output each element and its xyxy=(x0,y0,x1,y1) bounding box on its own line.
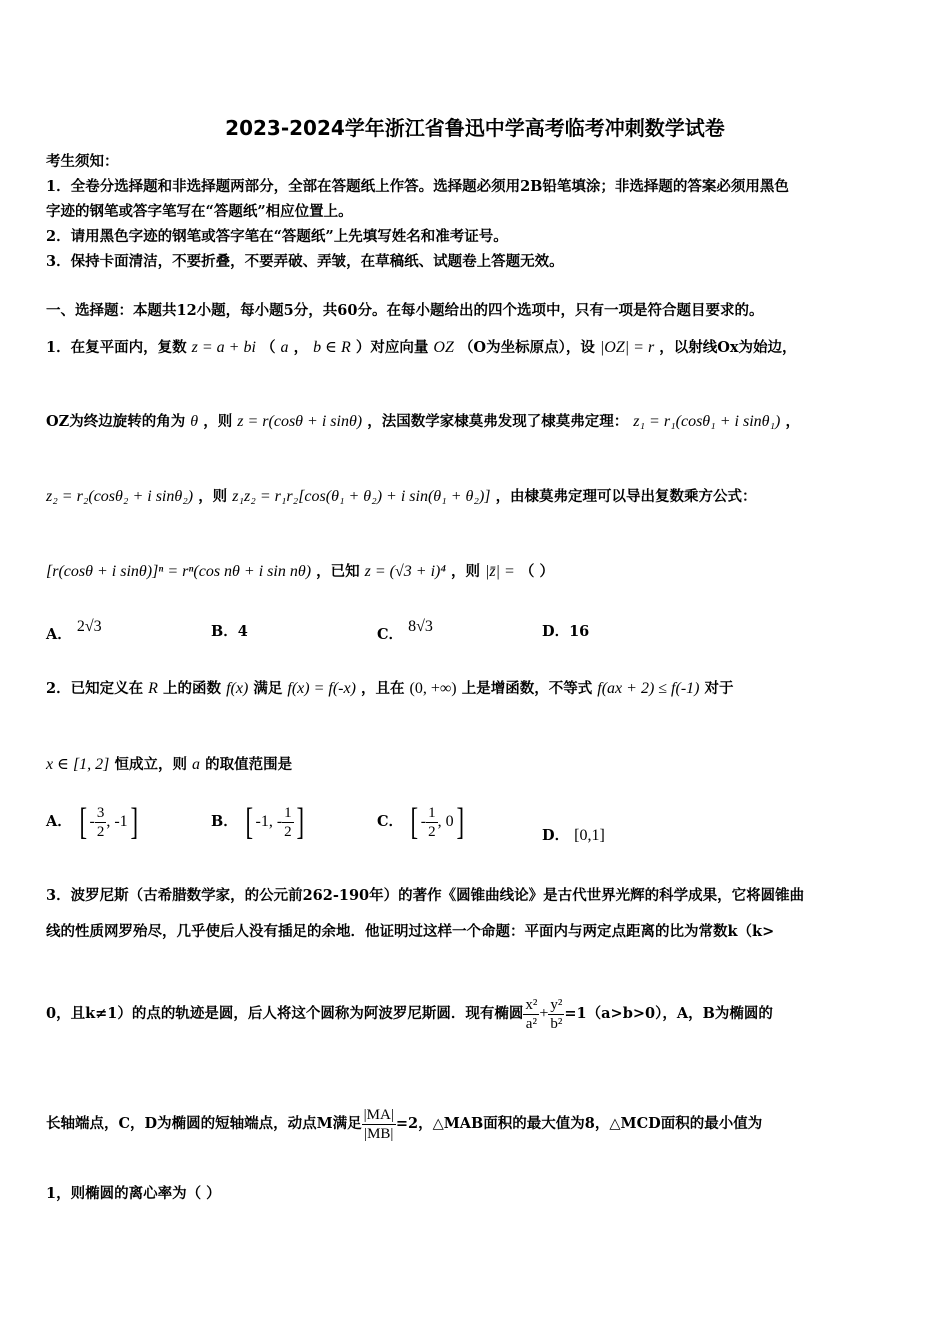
q2-text: 的取值范围是 xyxy=(205,756,293,773)
numerator: 1 xyxy=(428,804,436,821)
question-3-line-5: 1，则椭圆的离心率为（ ） xyxy=(46,1185,221,1202)
q1-text: ）对应向量 xyxy=(355,339,429,356)
option-value: 2√3 xyxy=(76,618,102,635)
q2-option-b[interactable] xyxy=(211,802,306,842)
q1-math: z = a + bi xyxy=(191,339,256,356)
q3-text: 0，且k≠1）的点的轨迹是圆，后人将这个圆称为阿波罗尼斯圆．现有椭圆 xyxy=(46,1005,524,1022)
question-2-line-1 xyxy=(46,679,910,699)
option-label: C． xyxy=(377,813,404,830)
q2-text: 恒成立，则 xyxy=(114,756,187,773)
fraction-y2-b2 xyxy=(548,996,564,1033)
q1-math: z = r(cosθ + i sinθ) xyxy=(237,413,363,430)
option-label: C． xyxy=(377,626,404,643)
q1-text: （ ） xyxy=(519,563,554,580)
option-part: - xyxy=(420,813,427,830)
q1-math: |OZ| = r xyxy=(599,339,655,356)
question-3-line-1: 3．波罗尼斯（古希腊数学家，的公元前262-190年）的著作《圆锥曲线论》是古代世界光辉的科学成果，它将圆锥曲 xyxy=(46,887,805,904)
q1-math: [r(cosθ + i sinθ)]ⁿ = rⁿ(cos nθ + i sin nθ) xyxy=(46,563,312,580)
q1-text: ， xyxy=(293,339,309,356)
q1-text: ，则 xyxy=(450,563,480,580)
q2-math: f(ax + 2) ≤ f(-1) xyxy=(597,680,700,697)
fraction xyxy=(282,804,294,841)
numerator: y² xyxy=(550,996,563,1013)
q1-text: ， xyxy=(785,413,800,430)
option-label: A． xyxy=(46,813,72,830)
q1-option-d[interactable] xyxy=(542,620,589,641)
question-1-line-2 xyxy=(46,412,910,432)
q2-math: R xyxy=(148,680,158,697)
option-part: - xyxy=(89,813,95,830)
q1-math: b ∈ R xyxy=(313,339,351,356)
right-bracket: ] xyxy=(296,801,304,843)
q2-math: f(x) xyxy=(226,680,249,697)
option-label: B． xyxy=(211,623,238,640)
q3-text: =2，△MAB面积的最大值为8，△MCD面积的最小值为 xyxy=(395,1115,763,1132)
q1-text: ，以射线Ox为始边， xyxy=(659,339,797,356)
q2-option-c[interactable] xyxy=(377,802,466,842)
fraction-ma-mb xyxy=(362,1106,396,1143)
notice-item: 3．保持卡面清洁，不要折叠，不要弄破、弄皱，在草稿纸、试题卷上答题无效。 xyxy=(46,253,564,270)
denominator: |MB| xyxy=(364,1125,394,1142)
plus-sign: + xyxy=(539,1005,549,1022)
denominator: a² xyxy=(525,1015,537,1032)
q1-text: ，由棣莫弗定理可以导出复数乘方公式： xyxy=(495,488,757,505)
q2-text: 满足 xyxy=(253,680,283,697)
notice-item: 2．请用黑色字迹的钢笔或答字笔在“答题纸”上先填写姓名和准考证号。 xyxy=(46,228,508,245)
q1-math: θ xyxy=(190,413,199,430)
fraction xyxy=(426,804,438,841)
q2-math: a xyxy=(192,756,201,773)
q2-option-d[interactable] xyxy=(542,824,605,845)
q2-text: ，且在 xyxy=(360,680,405,697)
q1-text: OZ为终边旋转的角为 xyxy=(46,413,186,430)
q1-math: z₁z₂ = r₁r₂[cos(θ₁ + θ₂) + i sin(θ₁ + θ₂)] xyxy=(232,488,491,505)
right-bracket: ] xyxy=(456,801,464,843)
question-3-line-4 xyxy=(46,1100,910,1148)
option-value: 8√3 xyxy=(408,618,433,635)
q1-math: z₂ = r₂(cosθ₂ + i sinθ₂) xyxy=(46,488,194,505)
option-part: , 0 xyxy=(437,813,454,830)
question-1-line-3 xyxy=(46,487,910,507)
denominator: 2 xyxy=(96,823,105,840)
q1-text: ，则 xyxy=(203,413,233,430)
fraction xyxy=(95,804,107,841)
option-part: -1, - xyxy=(255,813,283,830)
q1-text: ，则 xyxy=(198,488,228,505)
page-title: 2023-2024学年浙江省鲁迅中学高考临考冲刺数学试卷 xyxy=(225,116,725,140)
q2-math: f(x) = f(-x) xyxy=(287,680,356,697)
option-value: 4 xyxy=(237,623,248,640)
right-bracket: ] xyxy=(130,801,138,843)
denominator: 2 xyxy=(428,823,436,840)
q1-text: 1．在复平面内，复数 xyxy=(46,339,187,356)
numerator: |MA| xyxy=(363,1106,394,1123)
left-bracket: [ xyxy=(245,801,253,843)
q2-text: 2．已知定义在 xyxy=(46,680,144,697)
option-label: B． xyxy=(211,813,238,830)
option-label: D． xyxy=(542,623,570,640)
q2-math: x ∈ [1, 2] xyxy=(46,756,110,773)
notice-heading: 考生须知： xyxy=(46,153,119,170)
q1-math: |z̄| = xyxy=(485,563,515,580)
option-label: D． xyxy=(542,827,570,844)
left-bracket: [ xyxy=(410,801,419,843)
q1-text: ，已知 xyxy=(316,563,360,580)
question-2-line-2 xyxy=(46,755,910,775)
q1-math: z = (√3 + i)⁴ xyxy=(364,563,446,580)
q1-option-c[interactable] xyxy=(377,618,433,644)
q2-text: 上的函数 xyxy=(163,680,221,697)
question-3-line-3 xyxy=(46,992,910,1036)
q1-text: （O为坐标原点），设 xyxy=(458,339,595,356)
fraction-x2-a2 xyxy=(523,996,539,1033)
option-part: , -1 xyxy=(106,813,128,830)
option-value: [0,1] xyxy=(574,827,605,844)
notice-item: 1．全卷分选择题和非选择题两部分，全部在答题纸上作答。选择题必须用2B铅笔填涂；非选择题的答案必须用黑色 xyxy=(46,178,789,195)
numerator: x² xyxy=(525,996,538,1013)
question-1-line-4 xyxy=(46,562,910,582)
q2-text: 上是增函数，不等式 xyxy=(461,680,593,697)
q1-math: z₁ = r₁(cosθ₁ + i sinθ₁) xyxy=(633,413,781,430)
q1-math: OZ xyxy=(433,339,454,356)
left-bracket: [ xyxy=(79,801,87,843)
q1-option-b[interactable] xyxy=(211,620,248,641)
q2-option-a[interactable] xyxy=(46,802,140,842)
q3-text: 长轴端点，C，D为椭圆的短轴端点，动点M满足 xyxy=(46,1115,362,1132)
denominator: 2 xyxy=(284,823,292,840)
q1-text: （ xyxy=(260,339,276,356)
q1-option-a[interactable] xyxy=(46,618,102,644)
question-3-line-2: 线的性质网罗殆尽，几乎使后人没有插足的余地．他证明过这样一个命题：平面内与两定点距离的比为常数k（k> xyxy=(46,923,775,940)
option-value: 16 xyxy=(569,623,590,640)
denominator: b² xyxy=(550,1015,563,1032)
q2-text: 对于 xyxy=(704,680,734,697)
q2-math: (0, +∞) xyxy=(409,680,457,697)
q3-text: =1（a>b>0），A，B为椭圆的 xyxy=(564,1005,773,1022)
section-heading: 一、选择题：本题共12小题，每小题5分，共60分。在每小题给出的四个选项中，只有一项是符合题目要求的。 xyxy=(46,302,764,319)
numerator: 1 xyxy=(284,804,292,821)
notice-item: 字迹的钢笔或答字笔写在“答题纸”相应位置上。 xyxy=(46,203,353,220)
q1-math: a xyxy=(280,339,289,356)
question-1-line-1 xyxy=(46,338,910,358)
option-label: A． xyxy=(46,626,72,643)
q1-text: ，法国数学家棣莫弗发现了棣莫弗定理： xyxy=(367,413,629,430)
numerator: 3 xyxy=(96,804,105,821)
